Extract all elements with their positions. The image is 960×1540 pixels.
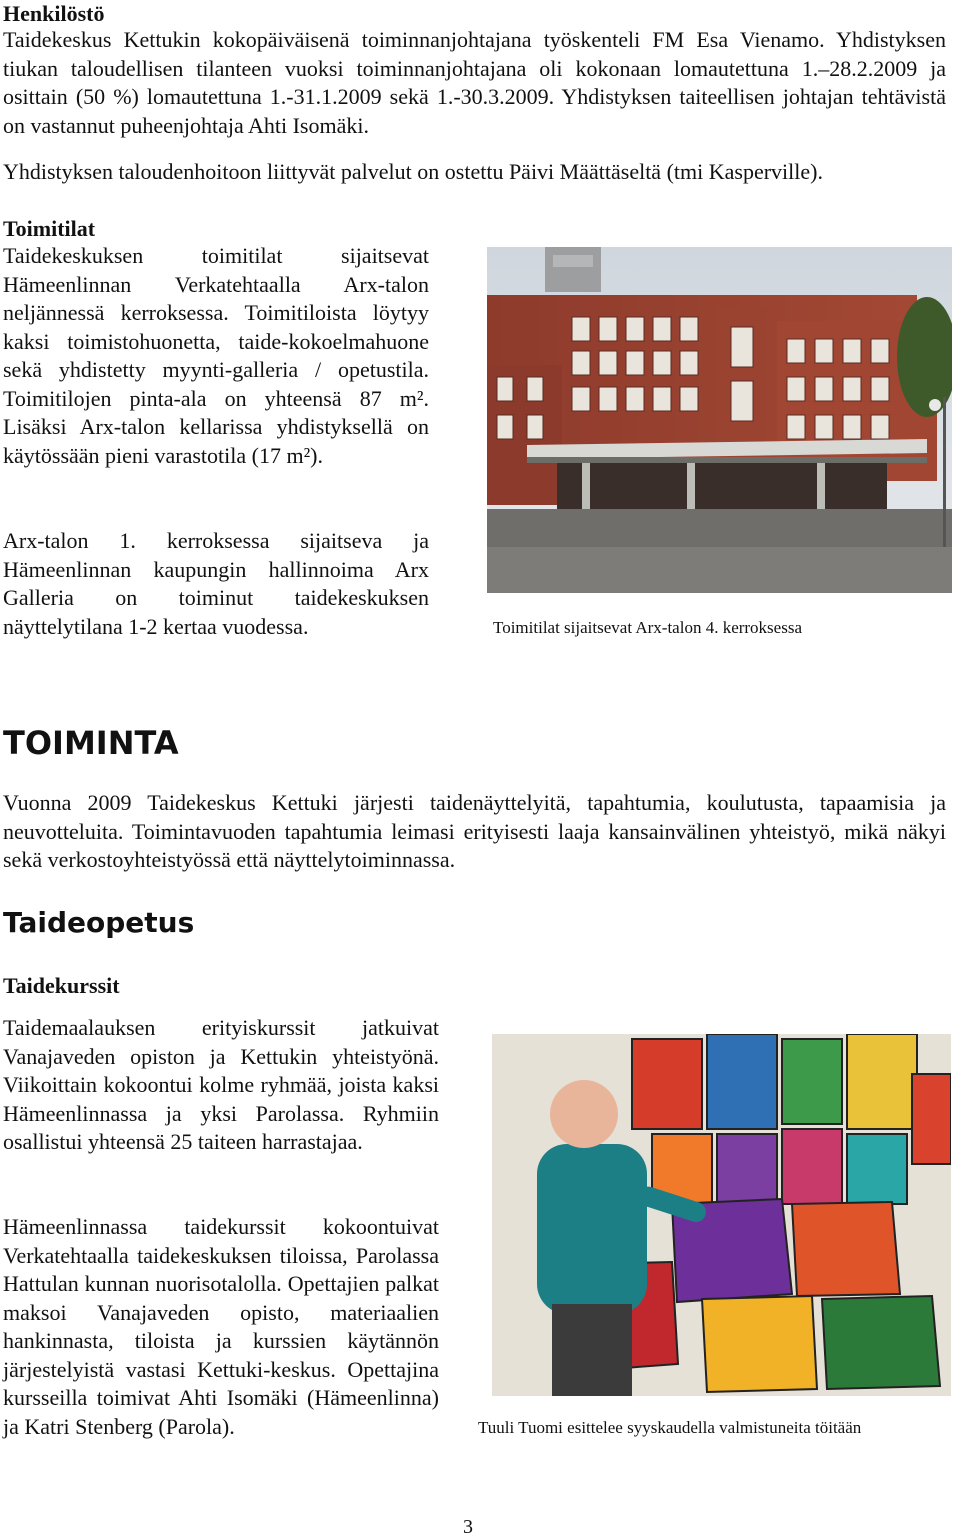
taidekurssit-paragraph-2: Hämeenlinnassa taidekurssit kokoontuivat Verkatehtaalla taidekeskuksen tiloissa, Parolassa Hattulan kunnan nuorisotalolla. Opettajien palkat maksoi Vanajaveden opisto, materiaalien hankinnasta, tiloista ja kurssien käytännön järjestelyistä vastasi Kettuki-keskus. Opettajina kursseilla toimivat Ahti Isomäki (Hämeenlinna) ja Katri Stenberg (Parola). [3, 1214, 439, 1439]
page-number: 3 [463, 1516, 473, 1538]
art-class-photo-caption: Tuuli Tuomi esittelee syyskaudella valmistuneita töitään [478, 1418, 862, 1437]
toimitilat-paragraph-1: Taidekeskuksen toimitilat sijaitsevat Hämeenlinnan Verkatehtaalla Arx-talon neljännessä kerroksessa. Toimitiloista löytyy kaksi toimistohuonetta, taide-kokoelmahuone sekä yhdistetty myynti-galleria / opetustila. Toimitilojen pinta-ala on yhteensä 87 m². Lisäksi Arx-talon kellarissa yhdistyksellä on käytössään pieni varastotila (17 m²). [3, 243, 429, 468]
art-class-photo [492, 1034, 951, 1396]
henkilosto-paragraph-2: Yhdistyksen taloudenhoitoon liittyvät palvelut on ostettu Päivi Määttäseltä (tmi Kasperville). [3, 159, 823, 184]
taidekurssit-paragraph-1: Taidemaalauksen erityiskurssit jatkuivat Vanajaveden opiston ja Kettukin yhteistyönä. Viikoittain kokoontui kolme ryhmää, joista kaksi Hämeenlinnassa ja yksi Parolassa. Ryhmiin osallistui yhteensä 25 taiteen harrastajaa. [3, 1015, 439, 1154]
section-heading-taideopetus: Taideopetus [3, 906, 195, 939]
subheading-taidekurssit: Taidekurssit [3, 973, 120, 998]
building-photo [487, 247, 952, 593]
building-photo-caption: Toimitilat sijaitsevat Arx-talon 4. kerroksessa [493, 618, 802, 637]
section-heading-toimitilat: Toimitilat [3, 216, 96, 241]
henkilosto-paragraph-1: Taidekeskus Kettukin kokopäiväisenä toiminnanjohtajana työskenteli FM Esa Vienamo. Yhdistyksen tiukan taloudellisen tilanteen vuoksi toiminnanjohtajana oli kokonaan lomautettuna 1.–28.2.2009 ja osittain (50 %) lomautettuna 1.-31.1.2009 sekä 1.-30.3.2009. Yhdistyksen taiteellisen johtajan tehtävistä on vastannut puheenjohtaja Ahti Isomäki. [3, 27, 946, 138]
toiminta-paragraph: Vuonna 2009 Taidekeskus Kettuki järjesti taidenäyttelyitä, tapahtumia, koulutusta, tapaamisia ja neuvotteluita. Toimintavuoden tapahtumia leimasi erityisesti laaja kansainvälinen yhteistyö, mikä näkyi sekä verkostoyhteistyössä että näyttelytoiminnassa. [3, 790, 946, 872]
toimitilat-paragraph-2: Arx-talon 1. kerroksessa sijaitseva ja Hämeenlinnan kaupungin hallinnoima Arx Galleria on toiminut taidekeskuksen näyttelytilana 1-2 kertaa vuodessa. [3, 528, 429, 639]
section-heading-toiminta: TOIMINTA [3, 724, 179, 762]
section-heading-henkilosto: Henkilöstö [3, 1, 105, 26]
